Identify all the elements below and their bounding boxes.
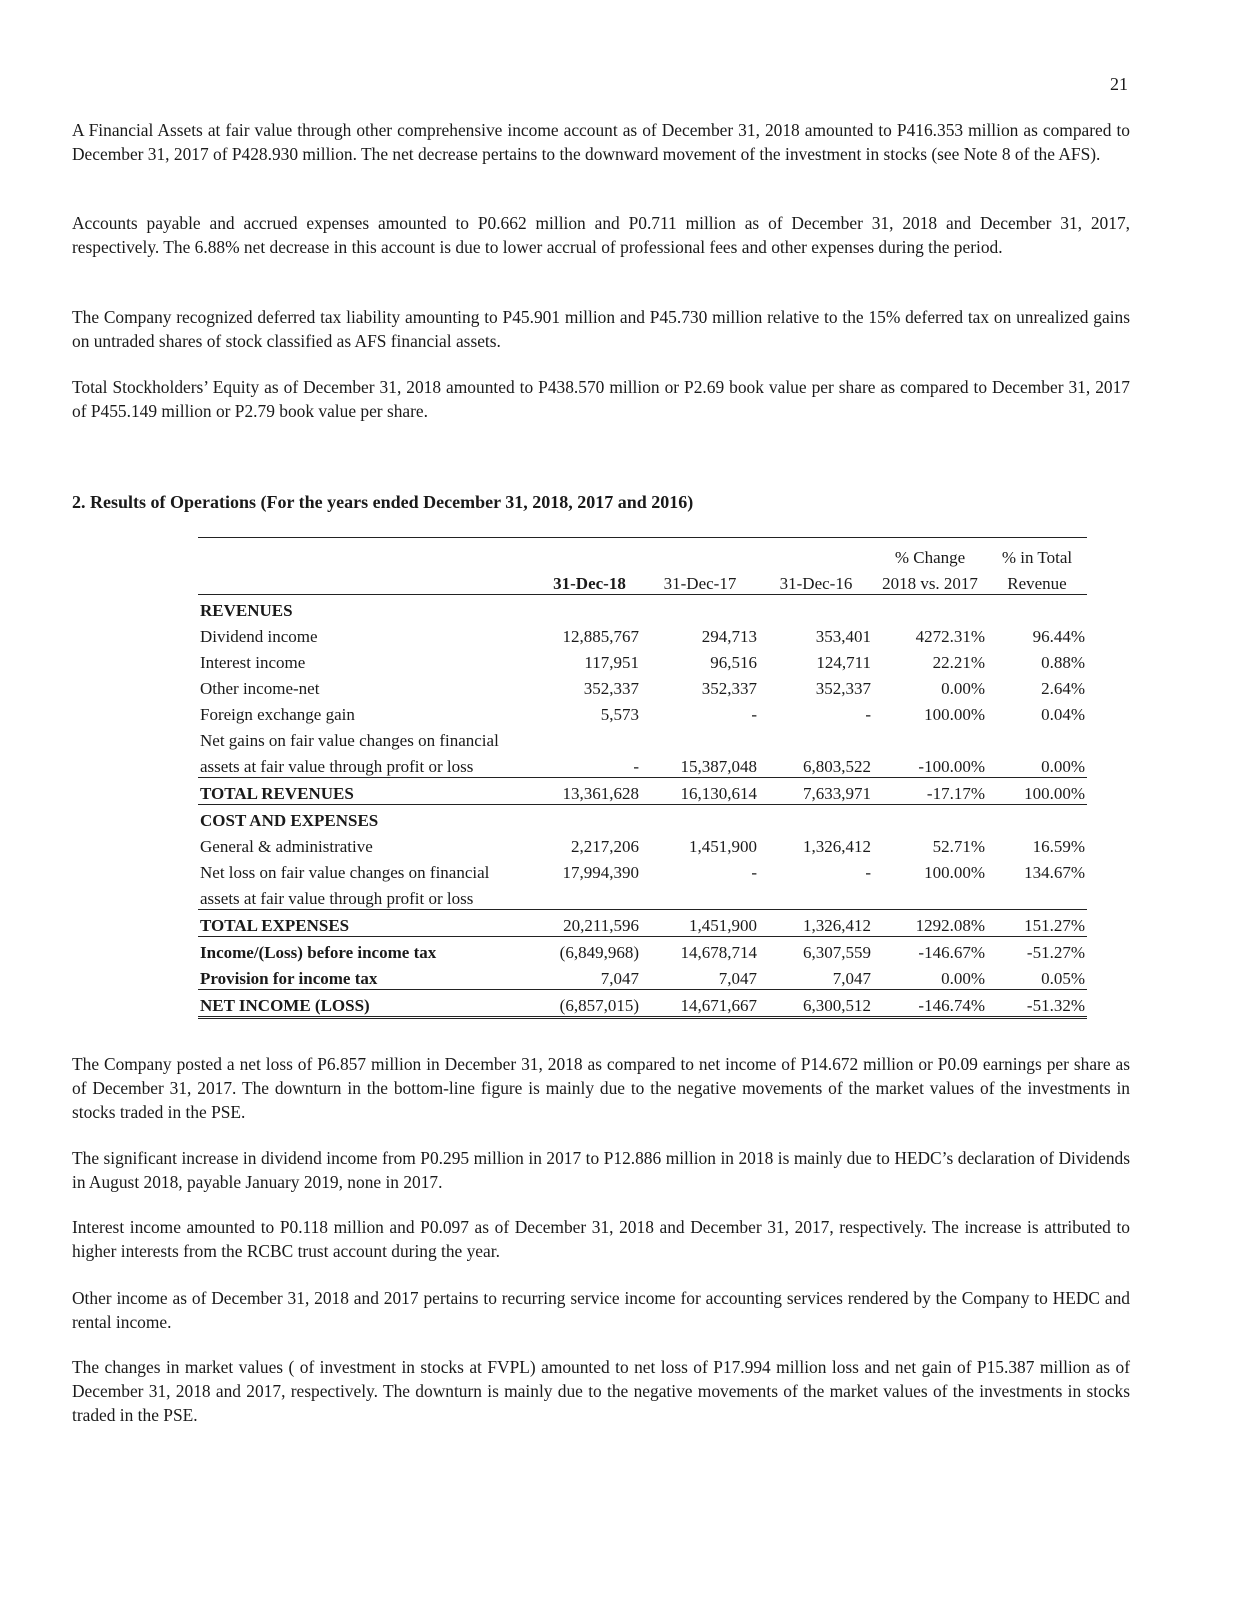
cell-change: 4272.31% — [915, 627, 985, 646]
cell-change: 0.00% — [873, 963, 987, 990]
row-label: Provision for income tax — [198, 963, 538, 990]
table-row-net-loss — [198, 857, 1087, 883]
table-row-net-loss-label — [198, 883, 1087, 910]
cell-2016: 6,307,559 — [803, 943, 871, 962]
row-label: assets at fair value through profit or loss — [198, 883, 538, 910]
table-row-total-revenues — [198, 778, 1087, 805]
row-label: Net loss on fair value changes on financial — [200, 863, 490, 882]
cell-pct-total: 151.27% — [987, 910, 1087, 937]
cell-pct-total: 0.00% — [987, 751, 1087, 778]
row-label: TOTAL REVENUES — [198, 778, 538, 805]
page-number: 21 — [1110, 74, 1128, 94]
paragraph-fvoci: A Financial Assets at fair value through other comprehensive income account as of December 31, 2018 amounted to P416.353 million as compared to December 31, 2017 of P428.930 million. The net decrease pertains to the downward movement of the investment in stocks (see Note 8 of the AFS). — [72, 120, 1130, 164]
cell-2017: 16,130,614 — [641, 778, 759, 805]
paragraph-stockholders-equity: Total Stockholders’ Equity as of December 31, 2018 amounted to P438.570 million or P2.69 book value per share as compared to December 31, 2017 of P455.149 million or P2.79 book value per share. — [72, 377, 1130, 421]
table-row-income-before-tax — [198, 937, 1087, 964]
cell-change: 22.21% — [932, 653, 985, 672]
cell-change: -146.67% — [918, 943, 985, 962]
cell-2016: 6,803,522 — [759, 751, 873, 778]
cell-2018: 13,361,628 — [538, 778, 641, 805]
row-label: Foreign exchange gain — [200, 705, 355, 724]
header-2016: 31-Dec-16 — [759, 568, 873, 595]
paragraph-interest-income: Interest income amounted to P0.118 million and P0.097 as of December 31, 2018 and December 31, 2017, respectively. The increase is attributed to higher interests from the RCBC trust account during the year. — [72, 1217, 1130, 1261]
table-row-dividend — [198, 621, 1087, 647]
cell-pct-total: 100.00% — [987, 778, 1087, 805]
cell-pct-total: -51.32% — [987, 990, 1087, 1018]
cell-2018: 2,217,206 — [571, 837, 639, 856]
cell-pct-total: 96.44% — [1032, 627, 1085, 646]
cell-2018: (6,857,015) — [538, 990, 641, 1018]
paragraph-market-values: The changes in market values ( of investment in stocks at FVPL) amounted to net loss of P17.994 million loss and net gain of P15.387 million as of December 31, 2018 and 2017, respectively. The downturn is mainly due to the negative movements of the market values of the investments in stocks traded in the PSE. — [72, 1357, 1130, 1425]
cell-2016: 352,337 — [815, 679, 871, 698]
table-row-net-gains — [198, 751, 1087, 778]
cell-2016: 1,326,412 — [803, 837, 871, 856]
cell-change: 52.71% — [932, 837, 985, 856]
cell-2018: 352,337 — [583, 679, 639, 698]
revenues-label: REVENUES — [200, 601, 293, 620]
paragraph-dividend-income: The significant increase in dividend income from P0.295 million in 2017 to P12.886 million in 2018 is mainly due to HEDC’s declaration of Dividends in August 2018, payable January 2019, none in 2017. — [72, 1148, 1130, 1192]
section-heading: 2. Results of Operations (For the years ended December 31, 2018, 2017 and 2016) — [72, 492, 694, 512]
cell-2018: (6,849,968) — [559, 943, 639, 962]
row-label: TOTAL EXPENSES — [198, 910, 538, 937]
cost-expenses-label: COST AND EXPENSES — [200, 811, 379, 830]
cell-2018: 117,951 — [584, 653, 639, 672]
cell-2017: 7,047 — [641, 963, 759, 990]
cell-2018: 17,994,390 — [562, 863, 639, 882]
cell-2017: 1,451,900 — [641, 910, 759, 937]
cell-2016: 353,401 — [815, 627, 871, 646]
cell-2017: 14,678,714 — [680, 943, 757, 962]
cell-2018: - — [538, 751, 641, 778]
cell-pct-total: 2.64% — [1041, 679, 1085, 698]
table-row-other-income — [198, 673, 1087, 699]
cell-pct-total: -51.27% — [1026, 943, 1085, 962]
cell-2016: 6,300,512 — [759, 990, 873, 1018]
cell-2016: - — [865, 863, 871, 882]
row-label: Interest income — [200, 653, 306, 672]
cell-2017: 96,516 — [710, 653, 757, 672]
cell-2017: - — [751, 705, 757, 724]
cell-pct-total: 0.05% — [987, 963, 1087, 990]
cell-change: 100.00% — [924, 863, 985, 882]
header-total-line1: % in Total — [1001, 548, 1073, 567]
row-label: assets at fair value through profit or loss — [198, 751, 538, 778]
cell-pct-total: 16.59% — [1032, 837, 1085, 856]
cell-2016: 7,047 — [759, 963, 873, 990]
cell-2018: 7,047 — [538, 963, 641, 990]
cell-change: 0.00% — [941, 679, 985, 698]
cell-2018: 20,211,596 — [538, 910, 641, 937]
table-row-net-income — [198, 990, 1087, 1018]
cell-2016: 1,326,412 — [759, 910, 873, 937]
row-label: Net gains on fair value changes on financial — [200, 731, 499, 750]
cell-2017: - — [751, 863, 757, 882]
results-of-operations-table — [198, 537, 1087, 1019]
cell-2016: 124,711 — [816, 653, 871, 672]
cell-2016: 7,633,971 — [759, 778, 873, 805]
cell-2017: 1,451,900 — [689, 837, 757, 856]
row-label: General & administrative — [200, 837, 373, 856]
table-row-total-expenses — [198, 910, 1087, 937]
cell-pct-total: 0.88% — [1041, 653, 1085, 672]
header-total-line2: Revenue — [987, 568, 1087, 595]
cell-2018: 12,885,767 — [562, 627, 639, 646]
table-row-general-admin — [198, 831, 1087, 857]
cell-2017: 15,387,048 — [641, 751, 759, 778]
cell-2018: 5,573 — [600, 705, 639, 724]
cell-pct-total: 0.04% — [1041, 705, 1085, 724]
cell-2017: 352,337 — [701, 679, 757, 698]
paragraph-net-loss: The Company posted a net loss of P6.857 million in December 31, 2018 as compared to net income of P14.672 million or P0.09 earnings per share as of December 31, 2017. The downturn in the bottom-line figure is mainly due to the negative movements of the market values of the investments in stocks traded in the PSE. — [72, 1054, 1130, 1122]
row-label: Dividend income — [200, 627, 318, 646]
cell-change: -17.17% — [873, 778, 987, 805]
cell-2017: 294,713 — [701, 627, 757, 646]
table-row-fx-gain — [198, 699, 1087, 725]
row-label: Income/(Loss) before income tax — [200, 943, 437, 962]
cell-change: 1292.08% — [873, 910, 987, 937]
paragraph-accounts-payable: Accounts payable and accrued expenses amounted to P0.662 million and P0.711 million as of December 31, 2018 and December 31, 2017, respectively. The 6.88% net decrease in this account is due to lower accrual of professional fees and other expenses during the period. — [72, 213, 1130, 257]
table-row-net-gains-label — [198, 725, 1087, 751]
cell-change: -146.74% — [873, 990, 987, 1018]
cell-change: -100.00% — [873, 751, 987, 778]
header-change-line1: % Change — [894, 548, 966, 567]
cell-change: 100.00% — [924, 705, 985, 724]
cell-2017: 14,671,667 — [641, 990, 759, 1018]
table-row-interest — [198, 647, 1087, 673]
header-2018: 31-Dec-18 — [538, 568, 641, 595]
header-2017: 31-Dec-17 — [641, 568, 759, 595]
row-label: Other income-net — [200, 679, 320, 698]
row-label: NET INCOME (LOSS) — [198, 990, 538, 1018]
paragraph-deferred-tax: The Company recognized deferred tax liability amounting to P45.901 million and P45.730 million relative to the 15% deferred tax on unrealized gains on untraded shares of stock classified as AFS financial assets. — [72, 307, 1130, 351]
paragraph-other-income: Other income as of December 31, 2018 and 2017 pertains to recurring service income for accounting services rendered by the Company to HEDC and rental income. — [72, 1288, 1130, 1332]
table-row-provision-tax — [198, 963, 1087, 990]
cell-2016: - — [865, 705, 871, 724]
header-change-line2: 2018 vs. 2017 — [873, 568, 987, 595]
cell-pct-total: 134.67% — [1024, 863, 1085, 882]
